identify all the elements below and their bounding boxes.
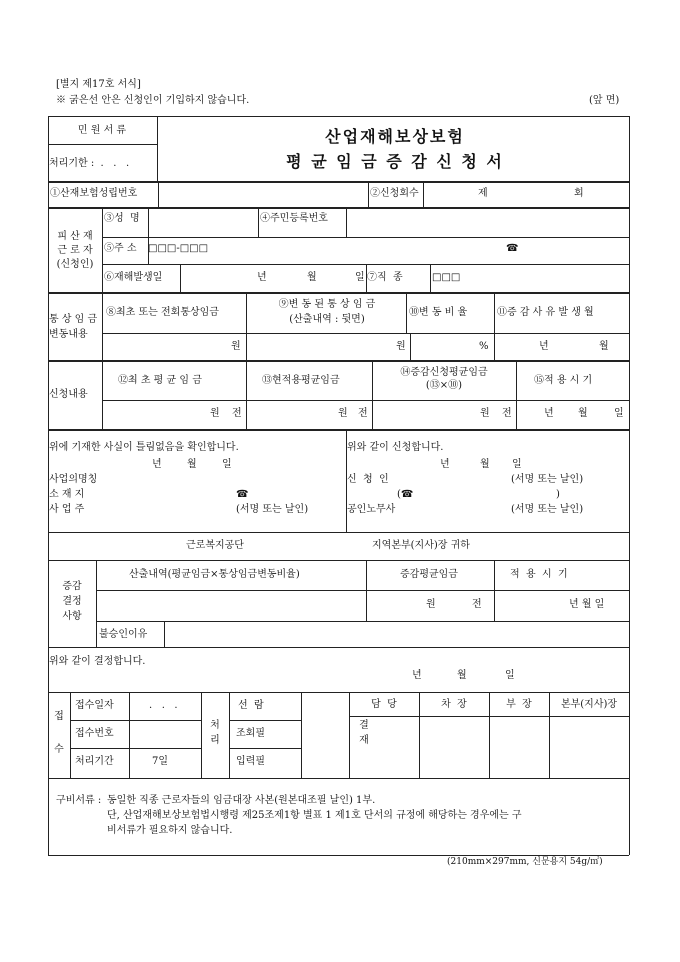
business-name-label: 사업의명칭 <box>49 474 98 485</box>
initial-avg-wage-col-label: ⑫최 초 평 균 임 금 <box>118 375 202 386</box>
required-docs-line2: 단, 산업재해보상보험법시행령 제25조제1항 별표 1 제1호 단서의 규정에 해당하는 경우에는 구 <box>107 810 522 821</box>
accident-date-month: 월 <box>307 272 317 283</box>
required-docs-line1: 동일한 직종 근로자들의 임금대장 사본(원본대조필 날인) 1부. <box>107 795 376 806</box>
apply-count-hoe: 회 <box>574 188 584 199</box>
approver-staff: 담 당 <box>371 699 397 710</box>
current-avg-wage-col-label: ⑬현적용평균임금 <box>262 375 340 386</box>
initial-avg-wage-jeon: 전 <box>232 408 242 419</box>
receipt-side-label-2: 수 <box>54 744 64 755</box>
decision-statement: 위와 같이 결정합니다. <box>49 656 146 667</box>
apply-start-col-label: ⑮적 용 시 기 <box>534 375 593 386</box>
requested-avg-wage-jeon: 전 <box>502 408 512 419</box>
name-label: ③성 명 <box>104 213 140 224</box>
rejection-reason-label: 불승인이유 <box>99 629 148 640</box>
process-side-label-1: 처 <box>210 720 220 731</box>
confirm-date-year: 년 <box>152 459 162 470</box>
requested-avg-wage-won: 원 <box>480 408 490 419</box>
frame-top <box>48 116 629 117</box>
victim-side-label-2: 근 로 자 <box>57 245 93 256</box>
wage-change-side-label-1: 통 상 임 금 <box>49 314 98 325</box>
apply-date-day: 일 <box>512 459 522 470</box>
apply-count-je: 제 <box>478 188 488 199</box>
required-docs-label: 구비서류 : <box>56 795 102 806</box>
address-postcode-boxes: □□□-□□□ <box>148 243 209 254</box>
owner-sign-or-seal: (서명 또는 날인) <box>236 504 309 515</box>
decision-apply-start-ymd: 년 월 일 <box>569 599 605 610</box>
apply-content-side-label: 신청내용 <box>49 389 88 400</box>
change-ratio-pct-unit: % <box>479 341 489 352</box>
process-side-label-2: 리 <box>210 735 220 746</box>
decision-apply-start-label: 적 용 시 기 <box>510 569 568 580</box>
page-side-label: (앞 면) <box>589 95 620 106</box>
apply-start-day: 일 <box>614 408 624 419</box>
form-number: [별지 제17호 서식] <box>56 79 141 90</box>
adjusted-avg-wage-label: 증감평균임금 <box>400 569 458 580</box>
initial-avg-wage-won: 원 <box>210 408 220 419</box>
civil-document-label: 민 원 서 류 <box>77 125 127 136</box>
form-title-line2: 평 균 임 금 증 감 신 청 서 <box>286 152 504 171</box>
required-docs-line3: 비서류가 필요하지 않습니다. <box>107 825 233 836</box>
changed-wage-col-note: (산출내역 : 뒷면) <box>289 314 365 325</box>
form-title-line1: 산업재해보상보험 <box>325 127 465 146</box>
approver-branch-head: 본부(지사)장 <box>560 699 618 710</box>
applicant-phone-close: ) <box>556 489 560 500</box>
apply-date-month: 월 <box>480 459 490 470</box>
instruction-note: ※ 굵은선 안은 신청인이 기입하지 않습니다. <box>56 95 250 106</box>
accident-date-label: ⑥재해발생일 <box>104 272 163 283</box>
proc-entered-label: 입력필 <box>236 756 265 767</box>
application-statement: 위와 같이 신청합니다. <box>347 442 444 453</box>
victim-side-label-1: 피 산 재 <box>57 231 93 242</box>
addressee-branch: 지역본부(지사)장 귀하 <box>372 540 470 551</box>
frame-right <box>629 116 630 855</box>
decision-date-day: 일 <box>505 670 515 681</box>
calculation-detail-label: 산출내역(평균임금×통상임금변동비율) <box>129 569 300 580</box>
frame-bottom <box>48 855 629 856</box>
applicant-sign-or-seal: (서명 또는 날인) <box>511 474 584 485</box>
approval-side-label-2: 재 <box>359 735 369 746</box>
change-month-month-unit: 월 <box>599 341 609 352</box>
job-code-boxes: □□□ <box>432 272 461 283</box>
accident-date-day: 일 <box>355 272 365 283</box>
paper-spec: (210mm×297mm, 신문용지 54g/㎡) <box>447 857 603 867</box>
apply-start-year: 년 <box>544 408 554 419</box>
fact-confirmation-statement: 위에 기재한 사실이 틀림없음을 확인합니다. <box>49 442 239 453</box>
victim-side-label-3: (신청인) <box>56 259 94 270</box>
insurance-reg-no-label: ①산재보험성립번호 <box>50 188 138 199</box>
receipt-period-label: 처리기간 <box>75 756 114 767</box>
labor-attorney-label: 공인노무사 <box>347 504 396 515</box>
initial-wage-won-unit: 원 <box>231 341 241 352</box>
rrn-label: ④주민등록번호 <box>260 213 328 224</box>
decision-date-year: 년 <box>412 670 422 681</box>
frame-left <box>48 116 49 855</box>
confirm-date-month: 월 <box>187 459 197 470</box>
attorney-sign-or-seal: (서명 또는 날인) <box>511 504 584 515</box>
initial-wage-col-label: ⑧최초 또는 전회통상임금 <box>106 307 219 318</box>
address-label: ⑤주 소 <box>104 243 137 254</box>
receipt-date-dots: . . . <box>149 700 178 711</box>
proc-checked-label: 조회필 <box>236 728 265 739</box>
business-owner-label: 사 업 주 <box>49 504 85 515</box>
confirm-date-day: 일 <box>222 459 232 470</box>
receipt-side-label-1: 접 <box>54 711 64 722</box>
business-location-label: 소 재 지 <box>49 489 85 500</box>
applicant-label: 신 청 인 <box>347 474 389 485</box>
adjusted-wage-jeon: 전 <box>472 599 482 610</box>
decision-side-label-3: 사항 <box>62 611 82 622</box>
change-month-year-unit: 년 <box>539 341 549 352</box>
apply-start-month: 월 <box>578 408 588 419</box>
changed-wage-won-unit: 원 <box>396 341 406 352</box>
business-phone-icon: ☎ <box>236 489 249 500</box>
current-avg-wage-jeon: 전 <box>358 408 368 419</box>
accident-date-year: 년 <box>257 272 267 283</box>
requested-avg-wage-col-label: ⑭증감신청평균임금 <box>400 367 488 378</box>
receipt-number-label: 접수번호 <box>75 728 114 739</box>
approver-manager: 부 장 <box>506 699 532 710</box>
wage-change-side-label-2: 변동내용 <box>49 329 88 340</box>
requested-avg-wage-formula: (⑬×⑩) <box>425 380 463 391</box>
adjusted-wage-won: 원 <box>426 599 436 610</box>
approval-side-label-1: 결 <box>359 720 369 731</box>
receipt-period-value: 7일 <box>152 756 169 767</box>
job-type-label: ⑦직 종 <box>367 272 403 283</box>
applicant-phone: (☎ <box>397 489 414 500</box>
apply-date-year: 년 <box>440 459 450 470</box>
phone-icon: ☎ <box>506 243 519 254</box>
changed-wage-col-label: ⑨변 동 된 통 상 임 금 <box>278 299 376 310</box>
apply-count-label: ②신청회수 <box>370 188 419 199</box>
decision-side-label-2: 결정 <box>62 596 82 607</box>
decision-side-label-1: 증감 <box>62 581 82 592</box>
receipt-date-label: 접수일자 <box>75 700 114 711</box>
processing-period: 처리기한 : . . . <box>49 158 130 169</box>
current-avg-wage-won: 원 <box>338 408 348 419</box>
approver-deputy: 차 장 <box>441 699 467 710</box>
change-ratio-col-label: ⑩변 동 비 율 <box>409 307 468 318</box>
proc-reviewed-label: 선 람 <box>238 700 264 711</box>
addressee-org: 근로복지공단 <box>186 540 244 551</box>
decision-date-month: 월 <box>457 670 467 681</box>
change-month-col-label: ⑪증 감 사 유 발 생 월 <box>497 307 594 318</box>
